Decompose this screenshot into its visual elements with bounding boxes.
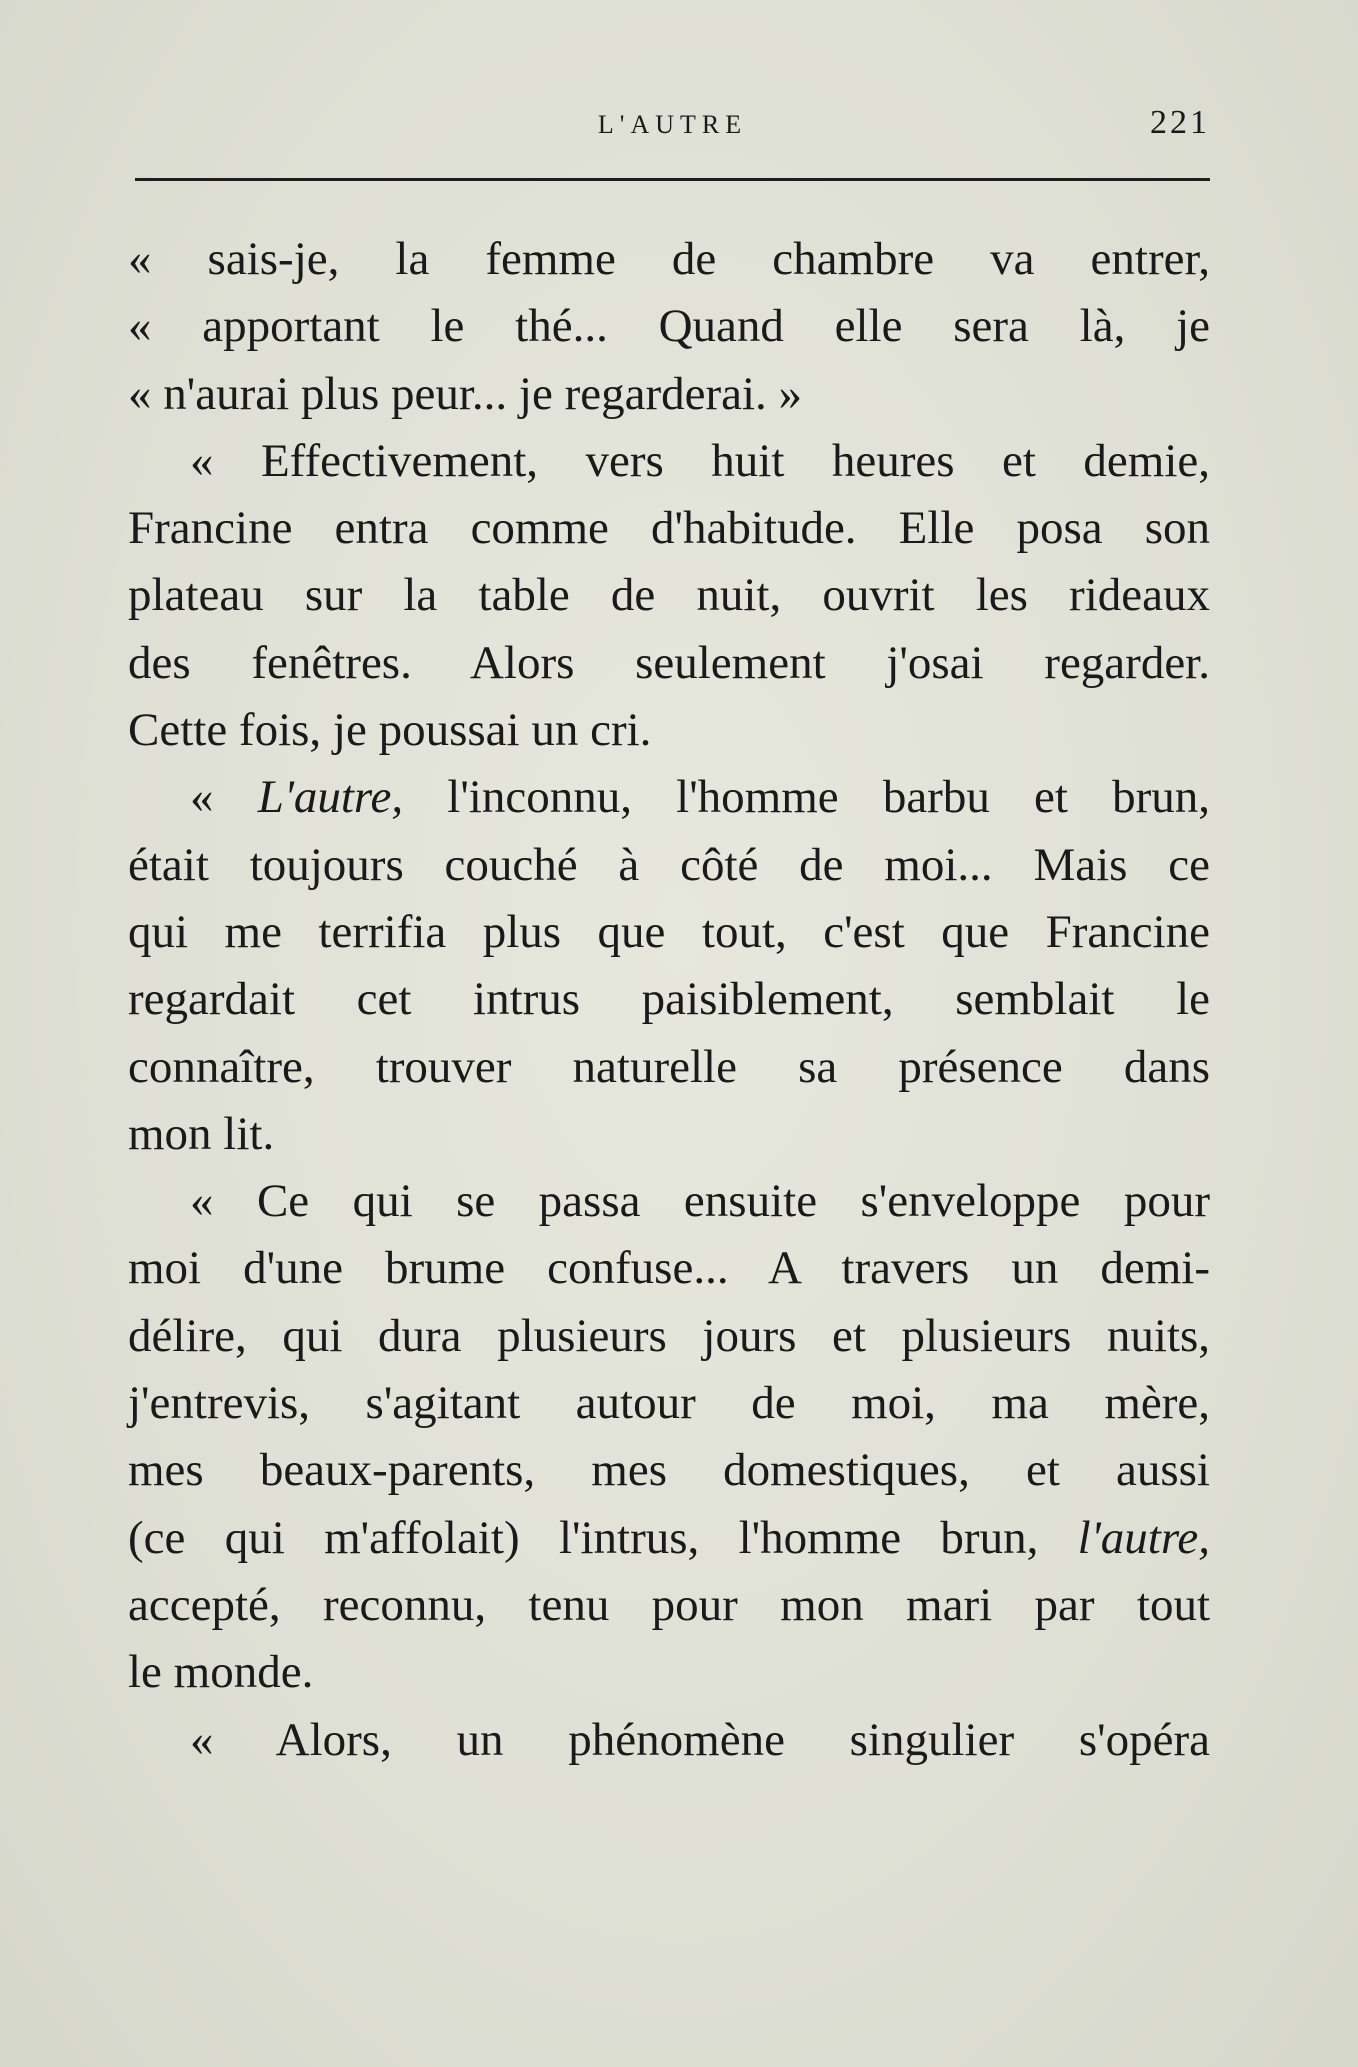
text-line: regardait cet intrus paisiblement, semblait le: [128, 973, 1210, 1026]
text-line: « Ce qui se passa ensuite s'enveloppe pour: [190, 1175, 1210, 1228]
text-line: plateau sur la table de nuit, ouvrit les rideaux: [128, 569, 1210, 622]
text-line-post: l'inconnu, l'homme barbu et brun,: [403, 771, 1211, 824]
text-line: qui me terrifia plus que tout, c'est que Francine: [128, 905, 1210, 958]
text-line: le monde.: [128, 1646, 314, 1699]
text-line: « Effectivement, vers huit heures et demie,: [190, 434, 1210, 487]
page-number: 221: [1150, 104, 1210, 141]
text-line: [128, 764, 1210, 831]
body-text: [128, 226, 1210, 1774]
text-line: Cette fois, je poussai un cri.: [128, 704, 652, 757]
text-line-pre: (ce qui m'affolait) l'intrus, l'homme brun,: [128, 1511, 1078, 1564]
text-line: Francine entra comme d'habitude. Elle posa son: [128, 502, 1210, 555]
text-line: mes beaux-parents, mes domestiques, et aussi: [128, 1444, 1210, 1497]
text-line: accepté, reconnu, tenu pour mon mari par tout: [128, 1578, 1210, 1631]
text-line: moi d'une brume confuse... A travers un demi-: [128, 1242, 1210, 1295]
text-line-italic: l'autre,: [1077, 1511, 1210, 1564]
text-line: j'entrevis, s'agitant autour de moi, ma mère,: [128, 1377, 1210, 1430]
page-header: [135, 104, 1210, 150]
text-line: mon lit.: [128, 1107, 275, 1160]
text-line: des fenêtres. Alors seulement j'osai regarder.: [128, 636, 1210, 689]
text-line: était toujours couché à côté de moi... Mais ce: [128, 838, 1210, 891]
text-line: délire, qui dura plusieurs jours et plusieurs nuits,: [128, 1309, 1210, 1362]
text-line: [128, 1505, 1210, 1572]
running-title: L'AUTRE: [597, 110, 748, 139]
text-line: « apportant le thé... Quand elle sera là, je: [128, 300, 1210, 353]
header-rule: [135, 178, 1210, 181]
text-line-pre: «: [190, 771, 258, 824]
text-line: « Alors, un phénomène singulier s'opéra: [190, 1713, 1210, 1766]
text-line: « n'aurai plus peur... je regarderai. »: [128, 367, 803, 420]
text-line: connaître, trouver naturelle sa présence dans: [128, 1040, 1210, 1093]
text-line: « sais-je, la femme de chambre va entrer,: [128, 233, 1210, 285]
text-line-italic: L'autre,: [257, 771, 404, 824]
